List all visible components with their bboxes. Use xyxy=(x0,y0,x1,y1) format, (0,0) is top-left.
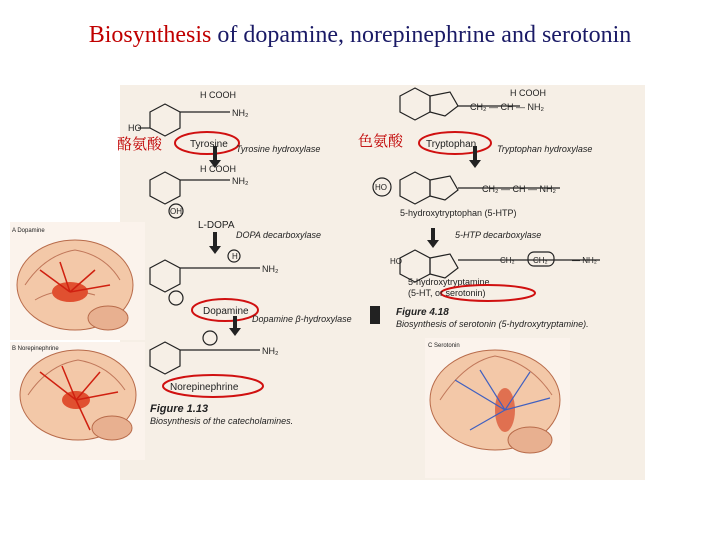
enzyme-dopa-decarboxylase: DOPA decarboxylase xyxy=(236,230,322,240)
tyrosine-chinese-label: 酪氨酸 xyxy=(117,135,163,153)
arrow-s1-head xyxy=(469,160,481,168)
figure-4-18-caption: Biosynthesis of serotonin (5-hydroxytryptamine). xyxy=(396,319,589,329)
ldopa-formula: H COOH xyxy=(200,164,236,174)
enzyme-dopamine-hydroxylase: Dopamine β-hydroxylase xyxy=(252,314,352,324)
dopamine-structure xyxy=(150,250,260,305)
tyrosine-structure xyxy=(138,104,230,136)
enzyme-tryptophan-hydroxylase: Tryptophan hydroxylase xyxy=(497,144,593,154)
htp-ho: HO xyxy=(375,183,387,192)
brain-a-label: A Dopamine xyxy=(12,228,45,234)
ldopa-oh: OH xyxy=(170,207,182,216)
dopamine-h: H xyxy=(232,252,238,261)
tryptophan-ch2: CH₂ — CH — NH₂ xyxy=(470,102,544,112)
tyrosine-ho: HO xyxy=(128,123,142,133)
serotonin-label-line1: 5-hydroxytryptamine xyxy=(408,277,490,287)
norepinephrine-structure xyxy=(150,331,260,374)
brain-panel-b xyxy=(10,342,145,460)
arrow-2-head xyxy=(209,246,221,254)
dopamine-nh2: NH₂ xyxy=(262,264,279,274)
serotonin-ch2: CH₂ xyxy=(500,256,515,265)
norepinephrine-label: Norepinephrine xyxy=(170,382,239,393)
figure-4-18-marker xyxy=(370,306,380,324)
tyrosine-formula: H COOH xyxy=(200,90,236,100)
brain-panel-c xyxy=(425,338,570,478)
htp-label: 5-hydroxytryptophan (5-HTP) xyxy=(400,208,517,218)
serotonin-ho: HO xyxy=(390,257,402,266)
tyrosine-nh2: NH₂ xyxy=(232,108,249,118)
enzyme-tyrosine-hydroxylase: Tyrosine hydroxylase xyxy=(236,144,321,154)
tryptophan-label: Tryptophan xyxy=(426,139,477,150)
enzyme-5htp-decarboxylase: 5-HTP decarboxylase xyxy=(455,230,542,240)
serotonin-ch2b: CH₂ xyxy=(533,256,548,265)
norepinephrine-nh2: NH₂ xyxy=(262,346,279,356)
title-rest: of dopamine, norepinephrine and serotonin xyxy=(211,22,632,48)
brain-b-label: B Norepinephrine xyxy=(12,346,59,352)
serotonin-label-line2: (5-HT, or serotonin) xyxy=(408,288,486,298)
brain-c-label: C Serotonin xyxy=(428,343,460,349)
tyrosine-label: Tyrosine xyxy=(190,139,228,150)
figure-4-18-number: Figure 4.18 xyxy=(396,307,449,318)
arrow-3-head xyxy=(229,328,241,336)
ldopa-label: L-DOPA xyxy=(198,220,235,231)
brain-panel-a xyxy=(10,222,145,340)
arrow-s2-head xyxy=(427,240,439,248)
htp-side-chain: CH₂ — CH — NH₂ xyxy=(482,184,556,194)
tryptophan-formula: H COOH xyxy=(510,88,546,98)
figure-1-13-caption: Biosynthesis of the catecholamines. xyxy=(150,416,294,426)
title-highlight: Biosynthesis xyxy=(88,22,212,48)
tryptophan-chinese-label: 色氨酸 xyxy=(358,132,404,150)
ldopa-nh2: NH₂ xyxy=(232,176,249,186)
figure-1-13-number: Figure 1.13 xyxy=(150,403,209,415)
serotonin-nh2: — NH₂ xyxy=(572,256,597,265)
dopamine-label: Dopamine xyxy=(203,306,249,317)
ldopa-structure xyxy=(150,172,230,218)
